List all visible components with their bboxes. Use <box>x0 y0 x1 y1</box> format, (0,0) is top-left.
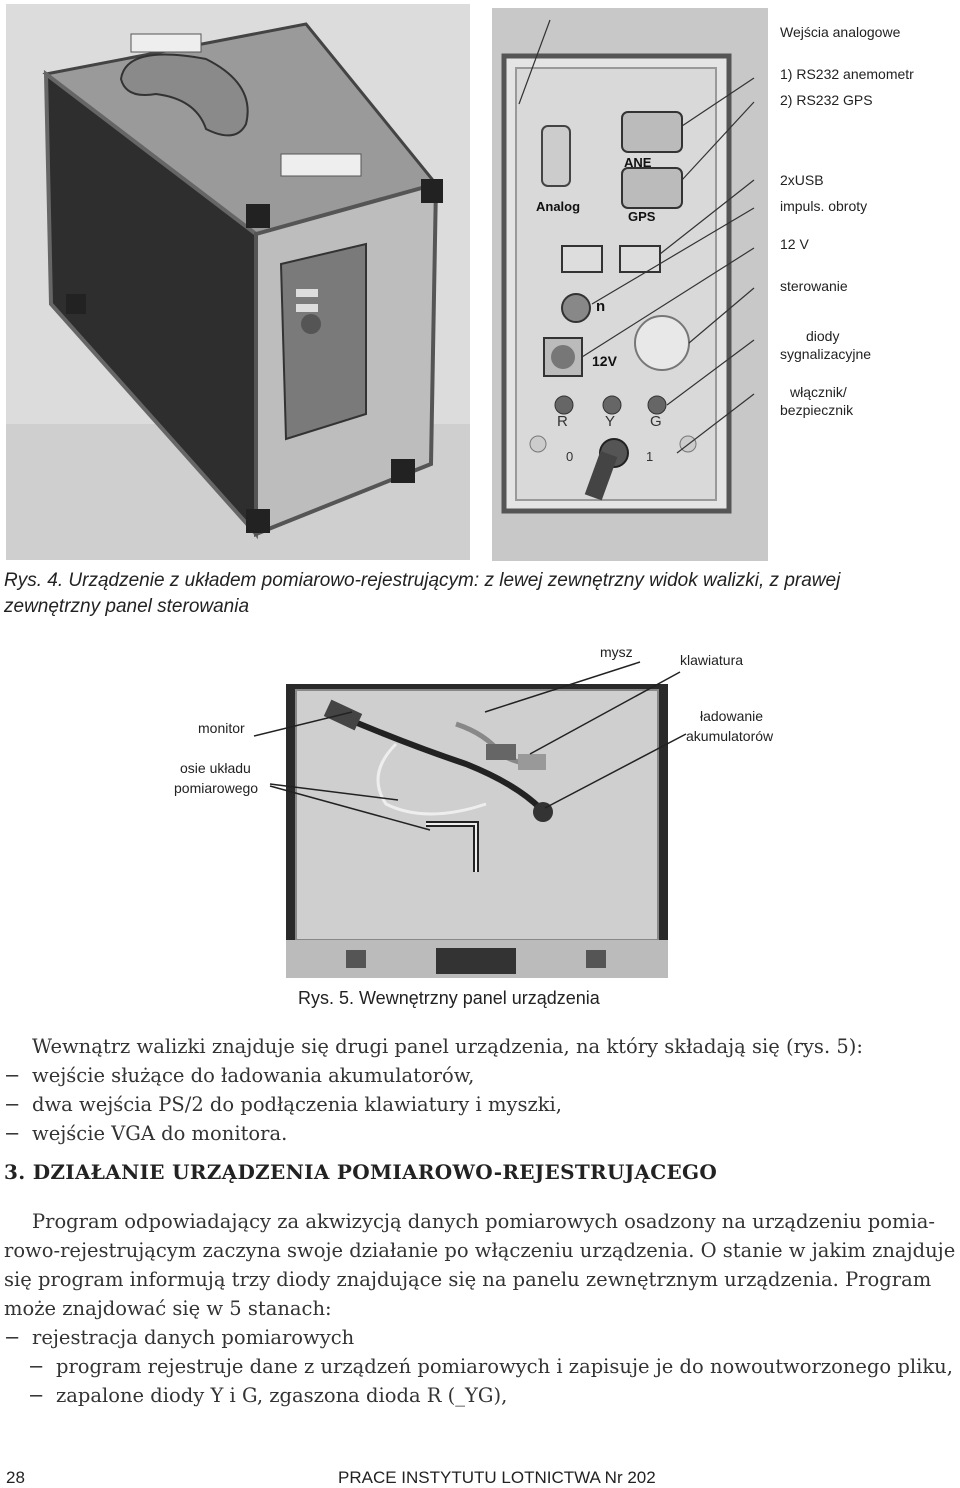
label-impulse: impuls. obroty <box>780 198 868 214</box>
external-panel-photo <box>492 8 768 561</box>
paragraph-line: Program odpowiadający za akwizycją danych pomiarowych osadzony na urządzeniu pomia- <box>32 1210 935 1233</box>
dash-bullet: − <box>28 1384 45 1407</box>
page-number: 28 <box>6 1468 25 1487</box>
panel-marking-12v: 12V <box>592 353 617 369</box>
label-rs232-gps: 2) RS232 GPS <box>780 92 873 108</box>
panel-marking-analog: Analog <box>536 199 581 214</box>
list-item <box>4 1090 562 1119</box>
label-diodes-2: sygnalizacyjne <box>780 346 872 362</box>
label-usb: 2xUSB <box>780 172 824 188</box>
sub-list-item <box>28 1352 953 1381</box>
label-switch-2: bezpiecznik <box>780 402 854 418</box>
label-axes-2: pomiarowego <box>174 780 259 796</box>
panel-marking-g: G <box>650 413 662 430</box>
paragraph-line: rowo-rejestrującym zaczyna swoje działanie po włączeniu urządzenia. O stanie w jakim znajduje <box>4 1239 956 1262</box>
paragraph-line: się program informują trzy diody znajdujące się na panelu zewnętrznym urządzenia. Program <box>4 1268 932 1291</box>
figure4-caption-line2: zewnętrzny panel sterowania <box>4 596 250 617</box>
label-rs232-anemometer: 1) RS232 anemometr <box>780 66 914 82</box>
sub-list-item <box>28 1381 507 1410</box>
dash-bullet: − <box>4 1093 21 1116</box>
list-item <box>4 1119 287 1148</box>
panel-marking-1: 1 <box>646 449 654 464</box>
label-control: sterowanie <box>780 278 848 294</box>
dash-bullet: − <box>4 1122 21 1145</box>
label-charging-2: akumulatorów <box>686 728 774 744</box>
journal-title: PRACE INSTYTUTU LOTNICTWA Nr 202 <box>338 1468 656 1487</box>
sub-list-item-text: zapalone diody Y i G, zgaszona dioda R (_YG), <box>56 1384 508 1407</box>
label-mouse: mysz <box>600 644 633 660</box>
list-item-text: wejście VGA do monitora. <box>32 1122 288 1145</box>
panel-illustration <box>492 8 768 561</box>
label-charging-1: ładowanie <box>700 708 764 724</box>
panel-marking-gps: GPS <box>628 209 656 224</box>
sub-list-item-text: program rejestruje dane z urządzeń pomiarowych i zapisuje je do nowoutworzonego pliku, <box>56 1355 953 1378</box>
label-diodes-1: diody <box>806 328 840 344</box>
suitcase-illustration <box>6 4 470 560</box>
figure4-caption-line1: Rys. 4. Urządzenie z układem pomiarowo-rejestrującym: z lewej zewnętrzny widok walizki, z prawej <box>4 570 841 591</box>
paragraph-line: może znajdować się w 5 stanach: <box>4 1297 332 1320</box>
panel-marking-0: 0 <box>566 449 574 464</box>
label-analog-inputs: Wejścia analogowe <box>780 24 901 40</box>
list-item-text: dwa wejścia PS/2 do podłączenia klawiatury i myszki, <box>32 1093 562 1116</box>
label-12v: 12 V <box>780 236 809 252</box>
list-item-text: wejście służące do ładowania akumulatorów, <box>32 1064 475 1087</box>
label-switch-1: włącznik/ <box>790 384 847 400</box>
label-monitor: monitor <box>198 720 245 736</box>
suitcase-photo <box>6 4 470 560</box>
section-heading: 3. DZIAŁANIE URZĄDZENIA POMIAROWO-REJESTRUJĄCEGO <box>4 1160 718 1184</box>
panel-marking-ane: ANE <box>624 155 652 170</box>
list-item <box>4 1061 474 1090</box>
label-keyboard: klawiatura <box>680 652 744 668</box>
panel-marking-n: n <box>596 298 606 315</box>
list-item-text: rejestracja danych pomiarowych <box>32 1326 355 1349</box>
intro-paragraph: Wewnątrz walizki znajduje się drugi panel urządzenia, na który składają się (rys. 5): <box>32 1035 863 1058</box>
figure5-leader-lines <box>0 640 960 960</box>
dash-bullet: − <box>28 1355 45 1378</box>
panel-marking-y: Y <box>605 413 616 430</box>
dash-bullet: − <box>4 1326 21 1349</box>
list-item <box>4 1323 354 1352</box>
dash-bullet: − <box>4 1064 21 1087</box>
figure5-caption: Rys. 5. Wewnętrzny panel urządzenia <box>298 988 600 1008</box>
panel-marking-r: R <box>557 413 568 430</box>
label-axes-1: osie układu <box>180 760 251 776</box>
